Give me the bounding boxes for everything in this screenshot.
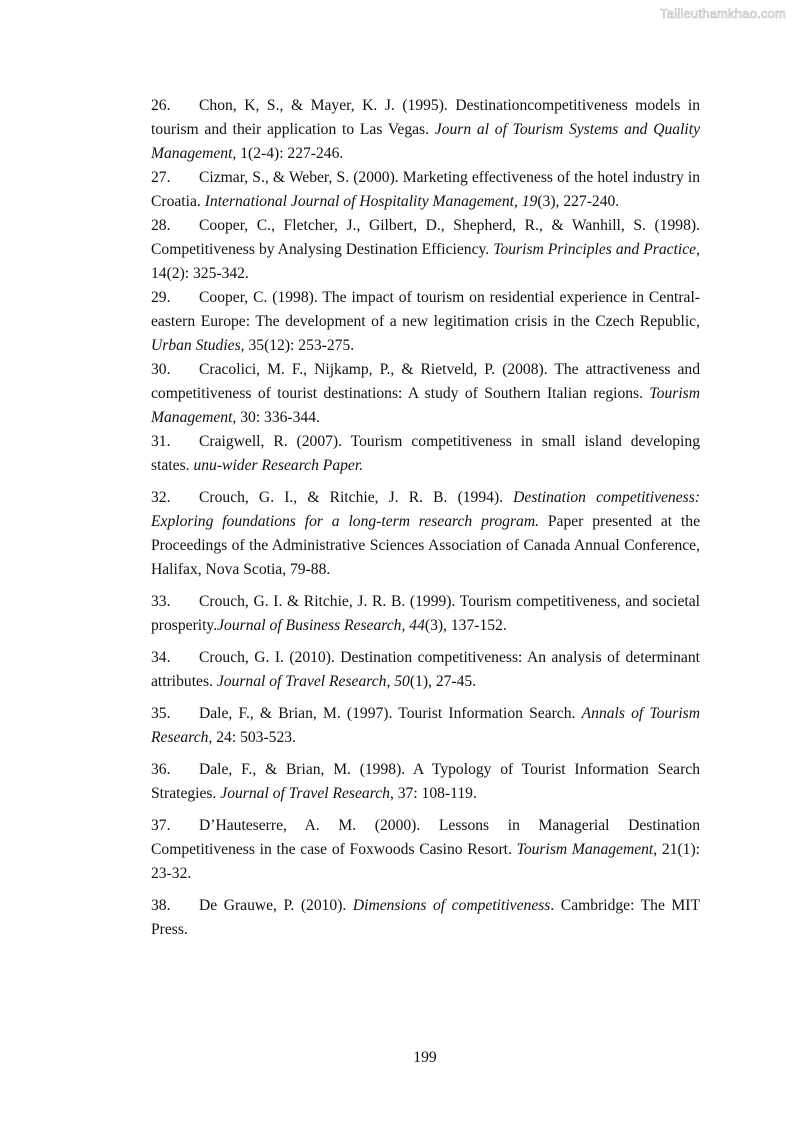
reference-italic-text: Dimensions of competitiveness <box>352 897 551 914</box>
reference-italic-text: International Journal of Hospitality Management, 19 <box>204 193 538 210</box>
reference-number: 33. <box>151 593 171 610</box>
reference-entry <box>151 430 700 478</box>
reference-number: 34. <box>151 649 171 666</box>
reference-entry <box>151 286 700 358</box>
reference-italic-text: Urban Studies <box>151 337 241 354</box>
reference-entry <box>151 894 700 942</box>
reference-entry <box>151 646 700 694</box>
reference-italic-text: Tourism Principles and Practice <box>493 241 697 258</box>
reference-number: 35. <box>151 705 171 722</box>
reference-number: 30. <box>151 361 171 378</box>
reference-text: Cracolici, M. F., Nijkamp, P., & Rietveld, P. (2008). The attractiveness and competitiveness of tourist destinations: A study of Southern Italian regions. <box>151 361 700 402</box>
reference-entry <box>151 702 700 750</box>
reference-text: D’Hauteserre, A. M. (2000). Lessons in Managerial Destination Competitiveness in the case of Foxwoods Casino Resort. <box>151 817 700 858</box>
reference-text: . Cambridge: The MIT Press. <box>151 897 700 938</box>
reference-number: 36. <box>151 761 171 778</box>
reference-italic-text: Tourism Management <box>516 841 654 858</box>
reference-text: Chon, K, S., & Mayer, K. J. (1995). Destinationcompetitiveness models in tourism and their application to Las Vegas. <box>151 97 700 138</box>
reference-italic-text: Journal of Business Research, 44 <box>217 617 425 634</box>
reference-entry <box>151 358 700 430</box>
reference-text: Paper presented at the Proceedings of the Administrative Sciences Association of Canada Annual Conference, Halifax, Nova Scotia, 79-88. <box>151 513 700 578</box>
reference-text: Dale, F., & Brian, M. (1998). A Typology of Tourist Information Search Strategies. <box>151 761 700 802</box>
reference-number: 28. <box>151 217 171 234</box>
reference-number: 37. <box>151 817 171 834</box>
reference-number: 38. <box>151 897 171 914</box>
watermark-text: Tailieuthamkhao.com <box>660 6 786 21</box>
reference-entry <box>151 486 700 582</box>
reference-text: , 14(2): 325-342. <box>151 241 700 282</box>
reference-text: Crouch, G. I., & Ritchie, J. R. B. (1994). <box>199 489 514 506</box>
reference-text: Cooper, C., Fletcher, J., Gilbert, D., Shepherd, R., & Wanhill, S. (1998). Competitiveness by Analysing Destination Efficiency. <box>151 217 700 258</box>
reference-text: (1), 27-45. <box>409 673 477 690</box>
reference-italic-text: Journal of Travel Research, 50 <box>216 673 410 690</box>
reference-number: 29. <box>151 289 171 306</box>
reference-text: , 37: 108-119. <box>389 785 477 802</box>
reference-text: , 30: 336-344. <box>232 409 320 426</box>
reference-entry <box>151 814 700 886</box>
reference-text: , 1(2-4): 227-246. <box>232 145 344 162</box>
reference-italic-text: Destination competitiveness: Exploring foundations for a long-term research program. <box>151 489 700 530</box>
reference-text: Crouch, G. I. & Ritchie, J. R. B. (1999). Tourism competitiveness, and societal prosperity. <box>151 593 700 634</box>
reference-text: , 21(1): 23-32. <box>151 841 701 882</box>
reference-entry <box>151 166 700 214</box>
reference-italic-text: Journ al of Tourism Systems and Quality Management <box>151 121 700 162</box>
reference-entry <box>151 758 700 806</box>
reference-text: (3), 227-240. <box>537 193 620 210</box>
reference-italic-text: Journal of Travel Research <box>220 785 390 802</box>
reference-number: 27. <box>151 169 171 186</box>
reference-number: 31. <box>151 433 171 450</box>
reference-text: Craigwell, R. (2007). Tourism competitiveness in small island developing states. <box>151 433 700 474</box>
page-number: 199 <box>413 1049 437 1066</box>
reference-entry <box>151 94 700 166</box>
reference-text: (3), 137-152. <box>424 617 507 634</box>
reference-italic-text: unu-wider Research Paper. <box>193 457 364 474</box>
reference-number: 32. <box>151 489 171 506</box>
reference-number: 26. <box>151 97 171 114</box>
reference-text: De Grauwe, P. (2010). <box>199 897 353 914</box>
reference-text: , 35(12): 253-275. <box>240 337 355 354</box>
reference-italic-text: Annals of Tourism Research <box>151 705 701 746</box>
reference-text: Crouch, G. I. (2010). Destination competitiveness: An analysis of determinant attributes. <box>151 649 700 690</box>
reference-text: , 24: 503-523. <box>208 729 296 746</box>
reference-entry <box>151 590 700 638</box>
reference-text: Cooper, C. (1998). The impact of tourism on residential experience in Central-eastern Europe: The development of a new legitimation crisis in the Czech Republic, <box>151 289 700 330</box>
reference-entry <box>151 214 700 286</box>
reference-italic-text: Tourism Management <box>151 385 700 426</box>
reference-text: Dale, F., & Brian, M. (1997). Tourist Information Search. <box>199 705 582 722</box>
reference-list <box>151 94 700 942</box>
reference-text: Cizmar, S., & Weber, S. (2000). Marketing effectiveness of the hotel industry in Croatia. <box>151 169 700 210</box>
